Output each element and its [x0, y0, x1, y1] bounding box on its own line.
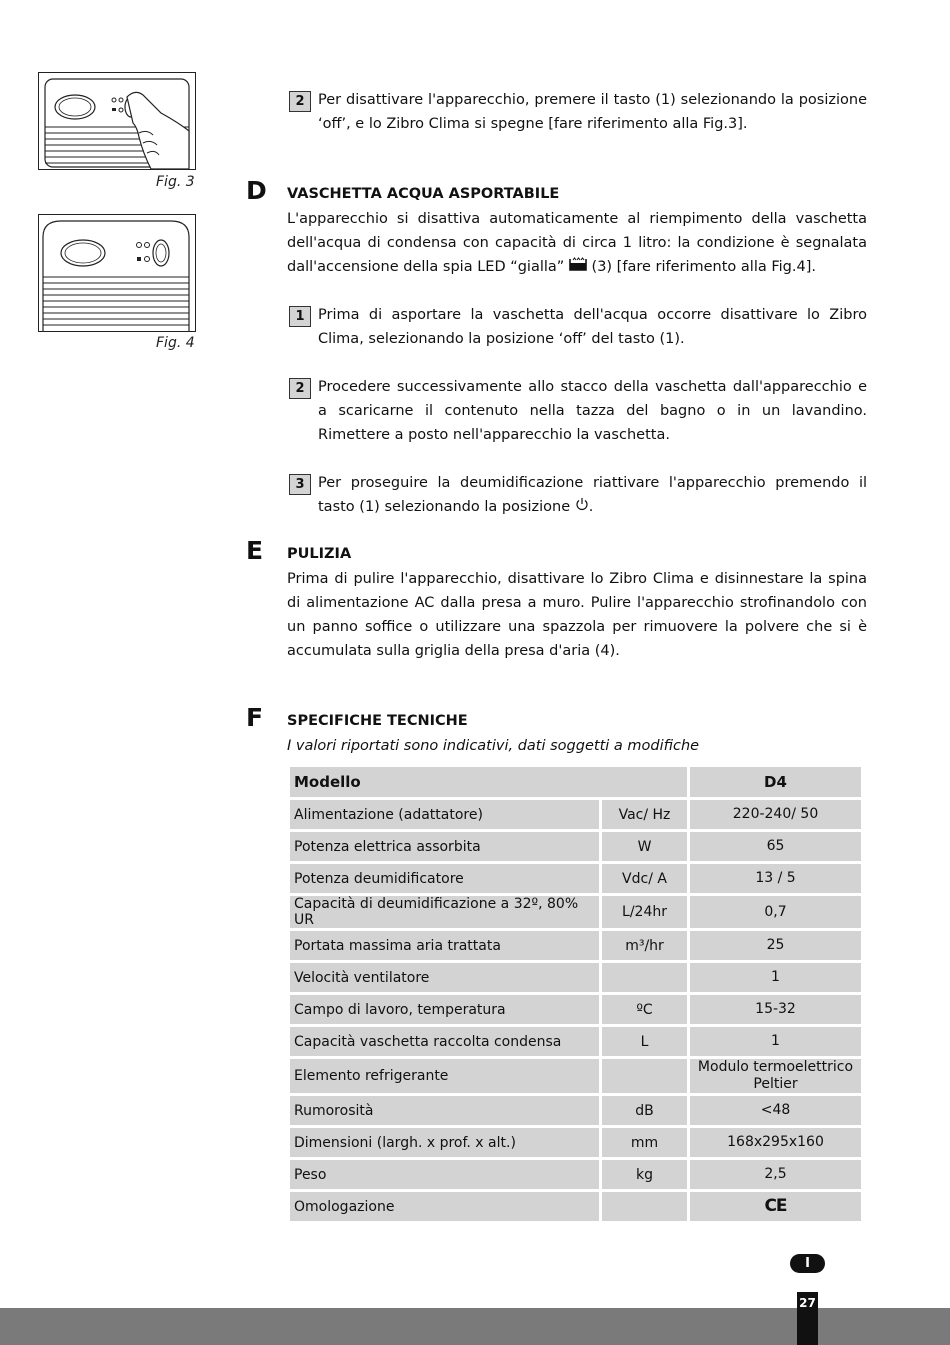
- spec-unit: [602, 963, 687, 992]
- spec-unit: W: [602, 832, 687, 861]
- spec-unit: [602, 1192, 687, 1221]
- section-d-text: L'apparecchio si disattiva automaticamente al riempimento della vaschetta dell'acqua di condensa con capacità di circa 1 litro: la condizione è segnalata dall'accensione della spia LED “gialla”: [287, 211, 867, 275]
- spec-value: 2,5: [690, 1160, 861, 1189]
- step-text: [318, 471, 867, 519]
- section-d-paragraph: [287, 207, 867, 279]
- spec-value: 1: [690, 963, 861, 992]
- step-number-badge: 2: [289, 91, 311, 112]
- spec-header-label: Modello: [290, 767, 687, 797]
- section-letter-f: F: [246, 703, 264, 732]
- spec-unit: Vdc/ A: [602, 864, 687, 893]
- ce-mark-label: CE: [764, 1196, 787, 1216]
- table-row: [290, 832, 861, 861]
- spec-unit: L: [602, 1027, 687, 1056]
- section-f-subtitle: I valori riportati sono indicativi, dati soggetti a modifiche: [287, 738, 700, 754]
- spec-label: Omologazione: [290, 1192, 599, 1221]
- table-row: [290, 995, 861, 1024]
- spec-label: Dimensioni (largh. x prof. x alt.): [290, 1128, 599, 1157]
- spec-value: 1: [690, 1027, 861, 1056]
- step-number-badge: 1: [289, 306, 311, 327]
- spec-value: <48: [690, 1096, 861, 1125]
- spec-value: 25: [690, 931, 861, 960]
- table-row: [290, 864, 861, 893]
- section-f-heading: SPECIFICHE TECNICHE: [287, 713, 468, 729]
- table-row: [290, 1059, 861, 1093]
- spec-unit: mm: [602, 1128, 687, 1157]
- language-badge: I: [790, 1254, 825, 1273]
- figure-4-caption: Fig. 4: [156, 335, 195, 351]
- spec-unit: Vac/ Hz: [602, 800, 687, 829]
- table-row: [290, 1027, 861, 1056]
- spec-label: Capacità di deumidificazione a 32º, 80% UR: [290, 896, 599, 928]
- section-letter-d: D: [246, 176, 267, 205]
- spec-label: Elemento refrigerante: [290, 1059, 599, 1093]
- spec-label: Campo di lavoro, temperatura: [290, 995, 599, 1024]
- section-d-heading: VASCHETTA ACQUA ASPORTABILE: [287, 186, 560, 202]
- spec-value: 168x295x160: [690, 1128, 861, 1157]
- spec-unit: [602, 1059, 687, 1093]
- intro-step: [289, 88, 867, 138]
- section-d-step-3: [289, 471, 867, 521]
- section-d-text-end: (3) [fare riferimento alla Fig.4].: [586, 259, 816, 275]
- spec-table-header-row: [290, 767, 861, 797]
- table-row: [290, 800, 861, 829]
- spec-value: Modulo termoelettrico Peltier: [690, 1059, 861, 1093]
- table-row: [290, 1192, 861, 1221]
- water-tank-icon: [569, 255, 587, 279]
- spec-unit: L/24hr: [602, 896, 687, 928]
- ce-mark: [690, 1192, 861, 1221]
- spec-header-value: D4: [690, 767, 861, 797]
- step-text: Per disattivare l'apparecchio, premere il tasto (1) selezionando la posizione ‘off’, e lo Zibro Clima si spegne [fare riferimento alla Fig.3].: [318, 92, 867, 132]
- spec-unit: kg: [602, 1160, 687, 1189]
- spec-label: Potenza deumidificatore: [290, 864, 599, 893]
- spec-value: 15-32: [690, 995, 861, 1024]
- step-text-part: Per proseguire la deumidificazione riattivare l'apparecchio premendo il tasto (1) selezionando la posizione: [318, 475, 867, 515]
- figure-3-illustration: [38, 72, 196, 170]
- spec-value: 0,7: [690, 896, 861, 928]
- spec-unit: m³/hr: [602, 931, 687, 960]
- spec-label: Velocità ventilatore: [290, 963, 599, 992]
- spec-value: 65: [690, 832, 861, 861]
- table-row: [290, 963, 861, 992]
- spec-unit: ºC: [602, 995, 687, 1024]
- table-row: [290, 1128, 861, 1157]
- step-text-end: .: [588, 499, 594, 515]
- spec-label: Rumorosità: [290, 1096, 599, 1125]
- spec-label: Capacità vaschetta raccolta condensa: [290, 1027, 599, 1056]
- table-row: [290, 1096, 861, 1125]
- spec-table: [287, 764, 864, 1224]
- spec-label: Potenza elettrica assorbita: [290, 832, 599, 861]
- step-number-badge: 2: [289, 378, 311, 399]
- section-e-paragraph: Prima di pulire l'apparecchio, disattivare lo Zibro Clima e disinnestare la spina di alimentazione AC dalla presa a muro. Pulire l'apparecchio strofinandolo con un panno soffice o utilizzare una spazzola per rimuovere la polvere che si è accumulata sulla griglia della presa d'aria (4).: [287, 571, 867, 659]
- page-number: 27: [797, 1292, 818, 1345]
- spec-value: 220-240/ 50: [690, 800, 861, 829]
- spec-label: Peso: [290, 1160, 599, 1189]
- section-letter-e: E: [246, 536, 264, 565]
- section-d-step-2: [289, 375, 867, 449]
- step-number-badge: 3: [289, 474, 311, 495]
- spec-label: Portata massima aria trattata: [290, 931, 599, 960]
- table-row: [290, 1160, 861, 1189]
- figure-3-caption: Fig. 3: [156, 174, 195, 190]
- section-e-heading: PULIZIA: [287, 546, 352, 562]
- power-icon: [575, 495, 589, 519]
- spec-label: Alimentazione (adattatore): [290, 800, 599, 829]
- step-text: Procedere successivamente allo stacco della vaschetta dall'apparecchio e a scaricarne il contenuto nella tazza del bagno o in un lavandino. Rimettere a posto nell'apparecchio la vaschetta.: [318, 379, 867, 443]
- table-row: [290, 896, 861, 928]
- figure-4-illustration: [38, 214, 196, 332]
- spec-value: 13 / 5: [690, 864, 861, 893]
- table-row: [290, 931, 861, 960]
- section-d-step-1: [289, 303, 867, 353]
- step-text: Prima di asportare la vaschetta dell'acqua occorre disattivare lo Zibro Clima, selezionando la posizione ‘off’ del tasto (1).: [318, 307, 867, 347]
- spec-unit: dB: [602, 1096, 687, 1125]
